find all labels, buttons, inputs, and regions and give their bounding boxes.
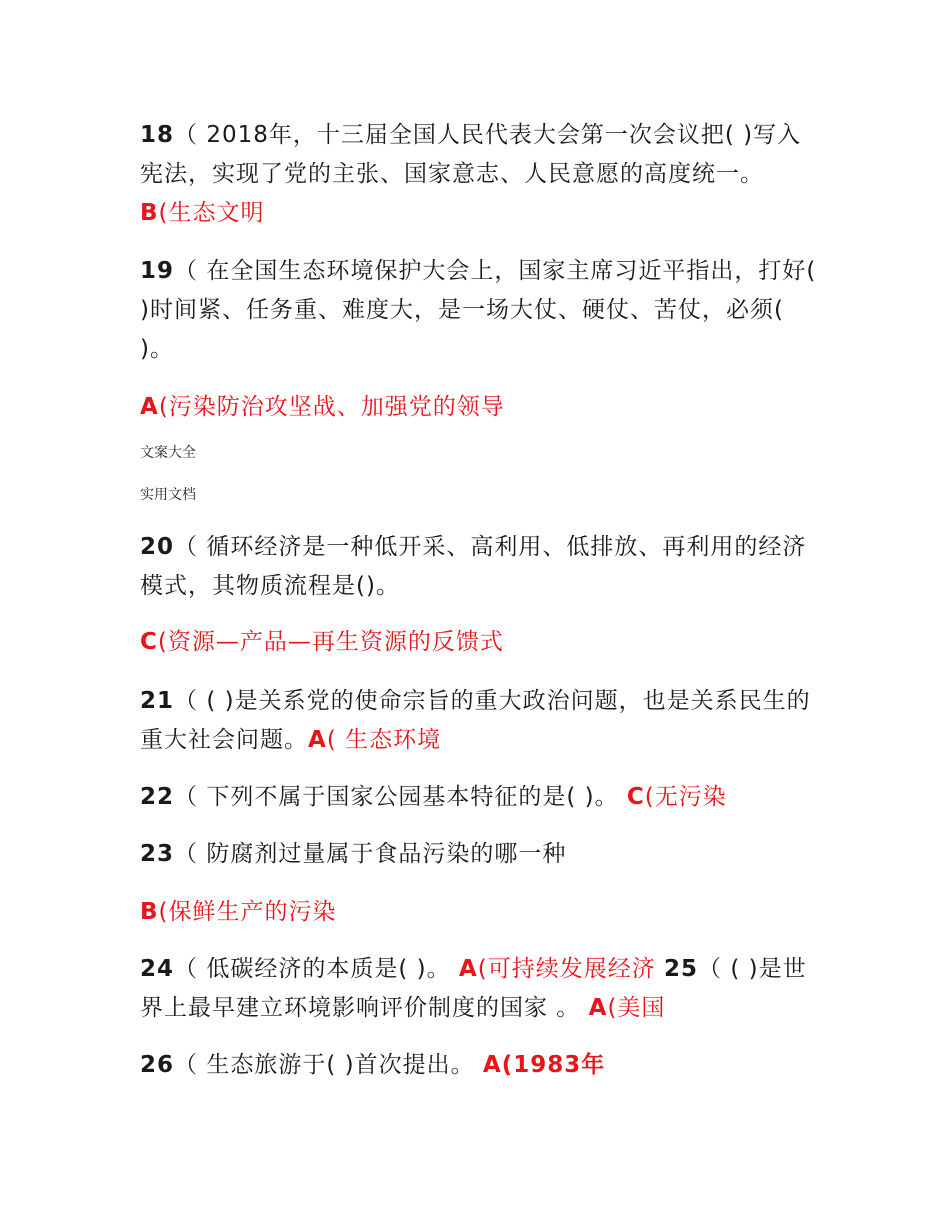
question-20	[140, 528, 820, 606]
question-number: 23	[140, 841, 175, 867]
answer-text: (保鲜生产的污染	[158, 899, 337, 925]
question-text: （ 下列不属于国家公园基本特征的是( )。	[174, 784, 619, 810]
answer-text: (生态文明	[158, 200, 265, 226]
answer-letter: B	[140, 899, 159, 925]
question-26	[140, 1046, 820, 1085]
answer-letter: A	[308, 727, 327, 753]
answer	[627, 784, 727, 810]
question-text: （ 在全国生态环境保护大会上，国家主席习近平指出，打好( )时间紧、任务重、难度大，是一场大仗、硬仗、苦仗，必须( )。	[140, 258, 817, 362]
question-text: （ 低碳经济的本质是( )。	[174, 956, 451, 982]
answer-letter: A	[140, 394, 159, 420]
question-text: （ 循环经济是一种低开采、高利用、低排放、再利用的经济模式，其物质流程是()。	[140, 534, 807, 599]
answer-23	[140, 893, 820, 932]
answer-20	[140, 623, 820, 662]
question-text: （ ( )是关系党的使命宗旨的重大政治问题，也是关系民生的重大社会问题。	[140, 688, 811, 753]
answer-letter: C	[626, 784, 645, 810]
answer-letter: A	[588, 995, 608, 1021]
answer-19	[140, 388, 820, 427]
answer-text: (美国	[607, 995, 666, 1021]
answer-letter: C	[140, 629, 158, 655]
footer-line-1: 文案大全	[140, 445, 196, 461]
question-number: 21	[140, 688, 175, 714]
answer-letter: A	[458, 956, 478, 982]
question-number: 26	[140, 1052, 175, 1078]
question-number: 25	[664, 956, 699, 982]
answer-text: (无污染	[644, 784, 727, 810]
question-18	[140, 116, 820, 233]
question-19	[140, 252, 820, 369]
answer-letter: A	[482, 1052, 502, 1078]
answer	[589, 995, 666, 1021]
answer	[140, 200, 265, 226]
question-22	[140, 778, 820, 817]
question-number: 20	[140, 534, 175, 560]
question-text: （ 2018年，十三届全国人民代表大会第一次会议把( )写入宪法，实现了党的主张、国家意志、人民意愿的高度统一。	[140, 122, 802, 187]
question-21	[140, 682, 820, 760]
answer-text: (可持续发展经济	[477, 956, 656, 982]
question-number: 22	[140, 784, 175, 810]
answer	[459, 956, 656, 982]
answer	[308, 727, 441, 753]
footer-line-2: 实用文档	[140, 487, 196, 503]
question-text: （ 生态旅游于( )首次提出。	[174, 1052, 475, 1078]
answer-text: (资源—产品—再生资源的反馈式	[157, 629, 504, 655]
question-number: 19	[140, 258, 175, 284]
answer-text: ( 生态环境	[326, 727, 442, 753]
answer-letter: B	[140, 200, 159, 226]
question-text: （ 防腐剂过量属于食品污染的哪一种	[174, 841, 567, 867]
question-24-25	[140, 950, 820, 1028]
question-text: （ ( )是世界上最早建立环境影响评价制度的国家 。	[140, 956, 807, 1021]
question-23	[140, 835, 820, 874]
question-number: 18	[140, 122, 175, 148]
answer	[483, 1052, 605, 1078]
answer-text: (污染防治攻坚战、加强党的领导	[158, 394, 505, 420]
question-number: 24	[140, 956, 175, 982]
answer-text: (1983年	[501, 1052, 606, 1078]
